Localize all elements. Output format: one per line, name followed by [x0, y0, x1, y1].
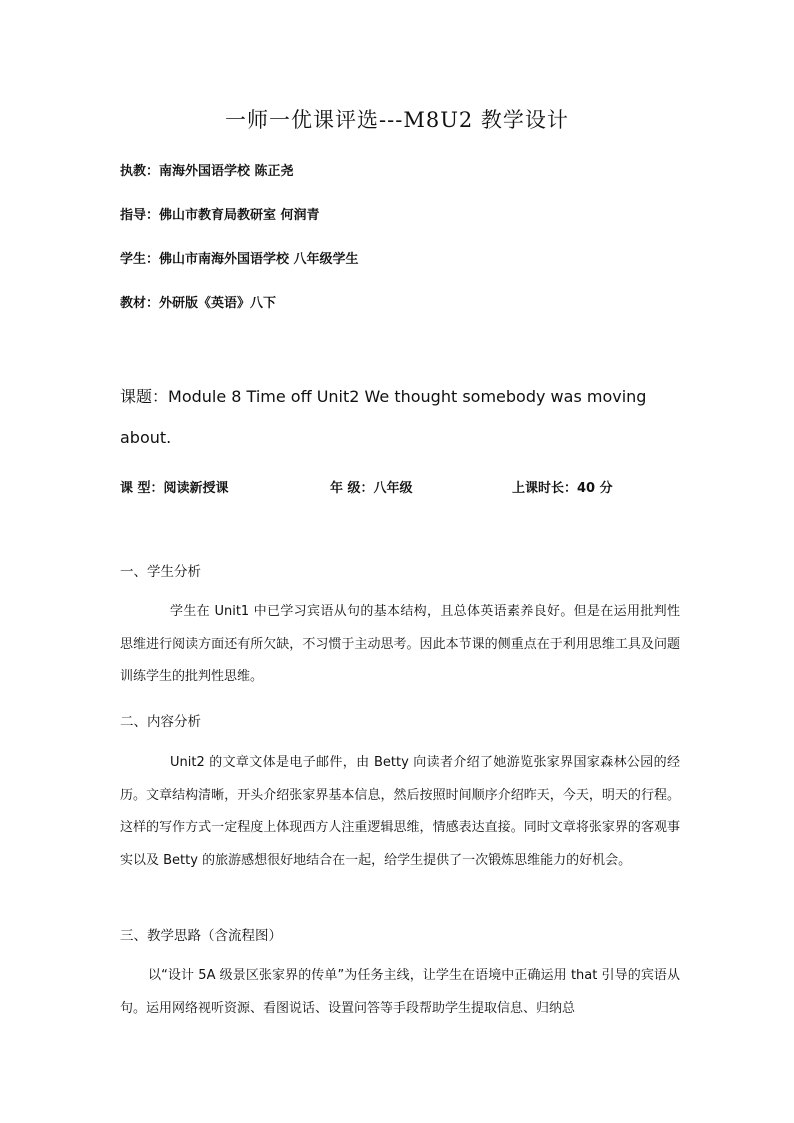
topic-text: Module 8 Time off Unit2 We thought somebody was moving about. [120, 387, 647, 447]
section-body-student-analysis: 学生在 Unit1 中已学习宾语从句的基本结构，且总体英语素养良好。但是在运用批判性思维进行阅读方面还有所欠缺，不习惯于主动思考。因此本节课的侧重点在于利用思维工具及问题训练学生的批判性思维。 [120, 604, 680, 684]
meta-teacher: 执教：南海外国语学校 陈正尧 [120, 164, 294, 179]
topic-label: 课题： [120, 387, 169, 406]
section-body-teaching-approach: 以“设计 5A 级景区张家界的传单”为任务主线，让学生在语境中正确运用 that 引导的宾语从句。运用网络视听资源、看图说话、设置问答等手段帮助学生提取信息、归纳总 [120, 968, 680, 1016]
section-heading-teaching-approach: 三、教学思路（含流程图） [120, 928, 282, 944]
lesson-duration: 上课时长：40 分 [512, 481, 613, 496]
section-body-content-analysis: Unit2 的文章文体是电子邮件，由 Betty 向读者介绍了她游览张家界国家森林公园的经历。文章结构清晰，开头介绍张家界基本信息，然后按照时间顺序介绍昨天，今天，明天的行程。这样的写作方式一定程度上体现西方人注重逻辑思维，情感表达直接。同时文章将张家界的客观事实以及 Betty 的旅游感想很好地结合在一起，给学生提供了一次锻炼思维能力的好机会。 [120, 755, 680, 868]
lesson-type: 课 型：阅读新授课 [120, 481, 229, 496]
meta-textbook: 教材：外研版《英语》八下 [120, 296, 277, 311]
meta-students: 学生：佛山市南海外国语学校 八年级学生 [120, 252, 359, 267]
section-heading-student-analysis: 一、学生分析 [120, 564, 201, 580]
lesson-topic [120, 376, 680, 458]
section-heading-content-analysis: 二、内容分析 [120, 714, 201, 730]
lesson-grade: 年 级：八年级 [330, 481, 413, 496]
meta-guide: 指导：佛山市教育局教研室 何润青 [120, 208, 320, 223]
document-title: 一师一优课评选---M8U2 教学设计 [225, 108, 569, 132]
